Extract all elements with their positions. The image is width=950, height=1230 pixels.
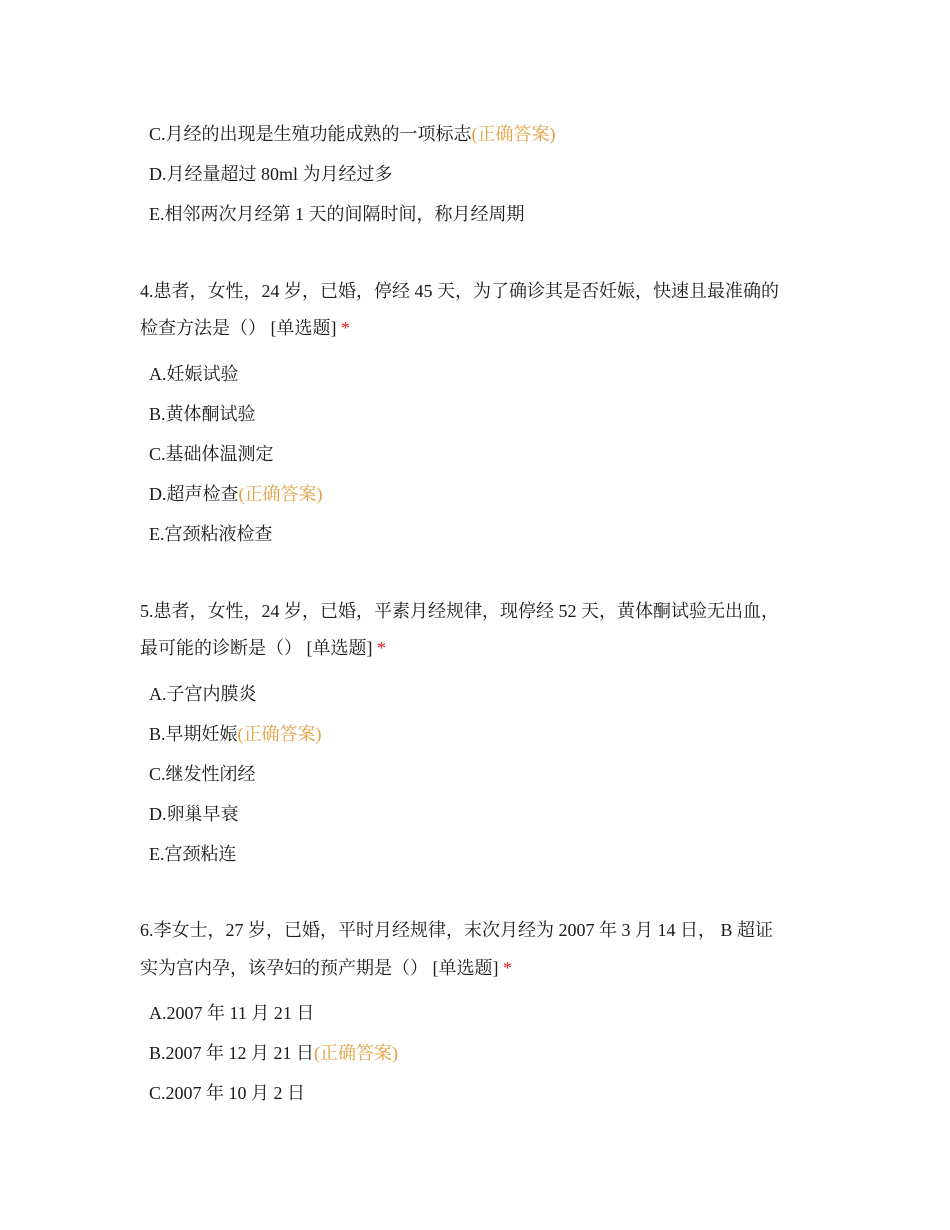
option-text: C.2007 年 10 月 2 日 [149, 1083, 306, 1103]
option-text: A.2007 年 11 月 21 日 [149, 1003, 315, 1023]
q4-option-e [149, 523, 273, 545]
q3-option-d [149, 163, 393, 185]
required-mark: * [341, 318, 350, 338]
option-text: C.继发性闭经 [149, 764, 256, 784]
correct-answer-mark: (正确答案) [314, 1043, 399, 1063]
correct-answer-mark: (正确答案) [471, 124, 556, 144]
option-text: C.月经的出现是生殖功能成熟的一项标志 [149, 124, 472, 144]
required-mark: * [377, 638, 386, 658]
option-text: E.相邻两次月经第 1 天的间隔时间，称月经周期 [149, 204, 525, 224]
q3-option-c [149, 123, 556, 145]
q5-option-e [149, 843, 237, 865]
q4-option-c [149, 443, 274, 465]
q5-stem-line1: 5.患者，女性，24 岁，已婚，平素月经规律，现停经 52 天，黄体酮试验无出血， [140, 601, 779, 621]
correct-answer-mark: (正确答案) [238, 484, 323, 504]
q4-stem-line2 [140, 317, 350, 339]
question-text: 最可能的诊断是（） [单选题] [140, 638, 373, 658]
option-text: A.子宫内膜炎 [149, 684, 257, 704]
q4-option-a [149, 363, 239, 385]
q4-option-d [149, 483, 323, 505]
option-text: B.早期妊娠 [149, 724, 238, 744]
q5-option-d [149, 803, 239, 825]
option-text: D.超声检查 [149, 484, 239, 504]
q6-option-c [149, 1082, 305, 1104]
q6-stem-line1: 6.李女士，27 岁，已婚，平时月经规律，末次月经为 2007 年 3 月 14 日， B 超证 [140, 920, 774, 940]
q3-option-e [149, 203, 525, 225]
option-text: B.黄体酮试验 [149, 404, 256, 424]
question-text: 实为宫内孕，该孕妇的预产期是（） [单选题] [140, 958, 499, 978]
option-text: E.宫颈粘液检查 [149, 524, 273, 544]
option-text: E.宫颈粘连 [149, 844, 237, 864]
option-text: D.卵巢早衰 [149, 804, 239, 824]
q5-option-a [149, 683, 257, 705]
option-text: D.月经量超过 80ml 为月经过多 [149, 164, 393, 184]
required-mark: * [503, 958, 512, 978]
question-text: 检查方法是（） [单选题] [140, 318, 337, 338]
q4-stem-line1: 4.患者，女性，24 岁，已婚，停经 45 天，为了确诊其是否妊娠，快速且最准确的 [140, 281, 779, 301]
q5-option-b [149, 723, 322, 745]
q5-stem-line2 [140, 637, 386, 659]
option-text: B.2007 年 12 月 21 日 [149, 1043, 315, 1063]
q6-option-b [149, 1042, 398, 1064]
q6-option-a [149, 1002, 314, 1024]
correct-answer-mark: (正确答案) [237, 724, 322, 744]
q6-stem-line2 [140, 957, 512, 979]
option-text: C.基础体温测定 [149, 444, 274, 464]
option-text: A.妊娠试验 [149, 364, 239, 384]
q4-option-b [149, 403, 256, 425]
q5-option-c [149, 763, 256, 785]
